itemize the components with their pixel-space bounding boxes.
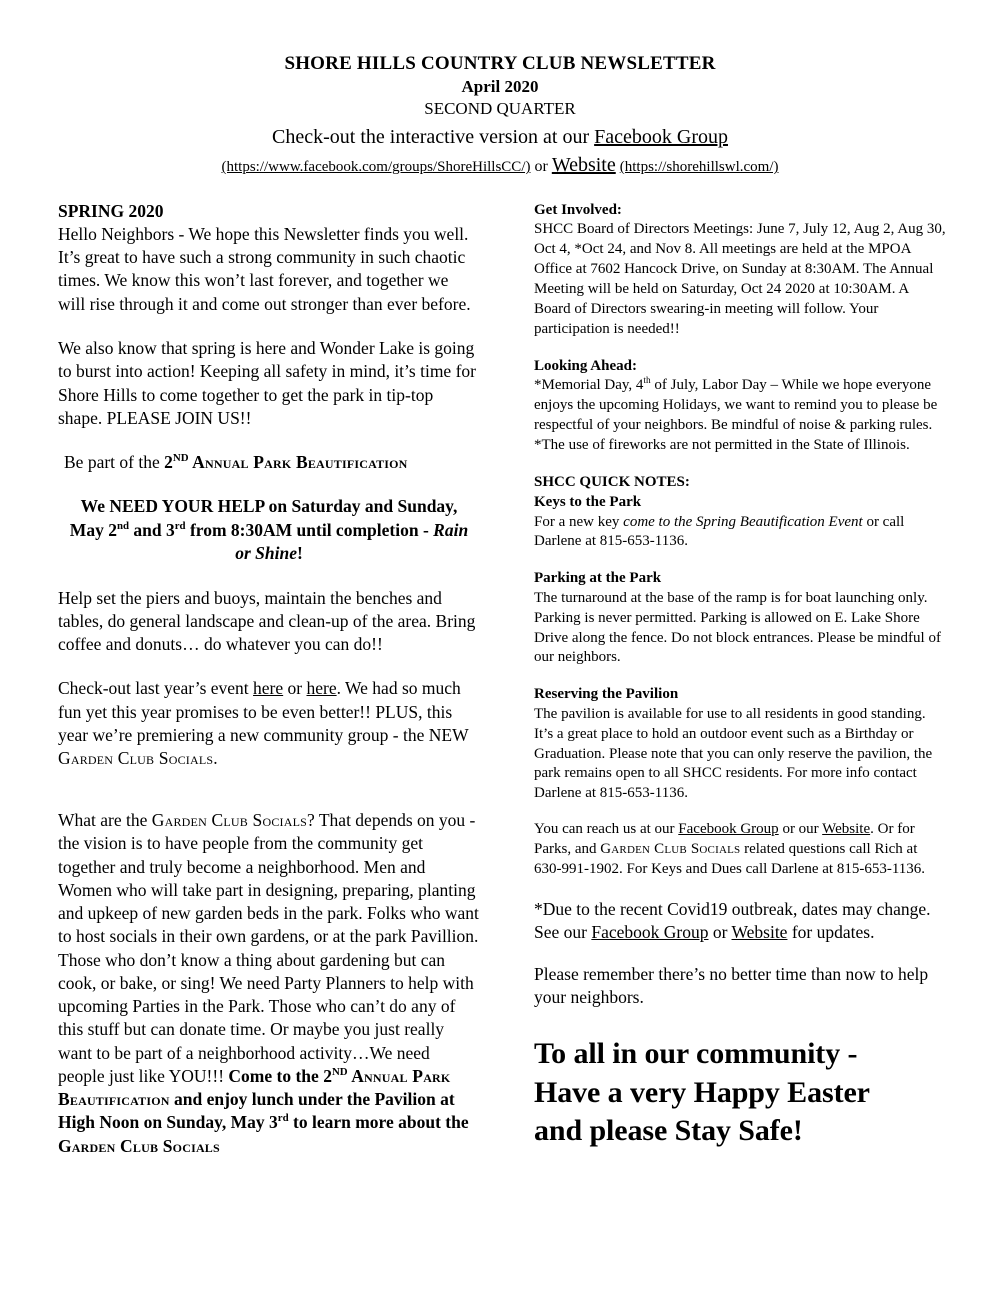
garden-club-socials-mention-1: Garden Club Socials [58,748,214,769]
be-part-ordinal: 2 [164,452,173,473]
spacer [534,552,946,568]
parking-body: The turnaround at the base of the ramp is for boat launching only. Parking is never permitted. Parking is allowed on E. Lake Shore Drive along the fence. Do not block entrances. Please be mindful of our neighbors. [534,589,941,666]
looking-ahead-body [534,376,946,456]
para5-bold-may3-suffix: rd [277,1112,289,1125]
get-involved-body: SHCC Board of Directors Meetings: June 7, July 12, Aug 2, Aug 30, Oct 4, *Oct 24, and Nov 8. All meetings are held at the MPOA Office at 7602 Hancock Drive, on Sunday at 8:30AM. The Annual Meeting will be held on Saturday, Oct 24 2020 at 10:30AM. A Board of Directors swearing-in meeting will follow. Your participation is needed!! [534,221,946,338]
remember-notice [534,963,946,1010]
para4-period: . [213,748,218,769]
callout-rain-or-shine: Rain or Shine [235,519,469,564]
covid-text-c: for updates. [787,922,875,943]
callout-text-b: and 3 [129,519,175,540]
para5-bold-ordinal: 2 [323,1065,332,1086]
para4-or: or [283,678,307,699]
left-paragraph-5 [58,809,480,1158]
para5-bold-text-b: and enjoy lunch under the Pavilion at High Noon on Sunday, May 3 [58,1089,455,1133]
pavilion-section [534,705,946,805]
left-paragraph-2 [58,337,480,430]
facebook-group-link-covid[interactable]: Facebook Group [591,922,709,943]
callout-exclamation: ! [296,543,303,564]
contact-section [534,820,946,880]
para5-text-a: What are the [58,809,152,830]
facebook-group-link-contact[interactable]: Facebook Group [678,821,779,838]
looking-ahead-section [534,376,946,456]
looking-ahead-heading: Looking Ahead: [534,358,637,375]
spacer [534,804,946,820]
help-needed-callout [58,495,480,565]
left-paragraph-4-text [58,677,480,770]
spacer [534,456,946,472]
be-part-event-name: Annual Park Beautification [188,452,408,473]
spacer [534,668,946,684]
garden-club-socials-mention-4: Garden Club Socials [600,841,741,858]
spacer [534,945,946,963]
spring-heading: SPRING 2020 [58,201,164,222]
july-fourth-ordinal: th [643,376,651,387]
urls-line [58,152,942,178]
para5-bold-come-to: Come to the [228,1065,324,1086]
content-columns [58,200,946,1175]
urls-or-text: or [530,158,552,176]
covid-notice [534,898,946,945]
contact-body [534,820,946,880]
keys-to-park-section [534,513,946,553]
looking-ahead-text-b: of July, Labor Day – While we hope everyone enjoys the upcoming Holidays, we want to remind you to please be respectful of your neighbors. Be mindful of noise & parking rules. *The use of fireworks are not permitted in the State of Illinois. [534,377,938,454]
closing-line-3: and please Stay Safe! [534,1114,803,1148]
park-beautification-mention: Annual Park Beautification [58,1065,451,1110]
spacer [58,566,480,587]
newsletter-title: SHORE HILLS COUNTRY CLUB NEWSLETTER [284,53,716,74]
be-part-ordinal-suffix: ND [172,452,189,465]
spacer [58,430,480,451]
para4-text-a: Check-out last year’s event [58,678,254,699]
para5-text-b: ? That depends on you - the vision is to have people from the community get together and truly become a neighborhood. Men and Women who will take part in designing, preparing, planting and upkeep of new garden beds in the park. Folks who want to host socials in their own gardens, or at the park Pavillion. Those who don’t know a thing about gardening but can cook, or bake, or sing! We need Party Planners to help with upcoming Parties in the Park. Those who can’t do any of this stuff but can donate time. Or maybe you just really want to be part of a neighborhood activity…We need people just like YOU!!! [58,809,479,1086]
left-paragraph-1 [58,223,480,316]
para4-text-c: . We had so much fun yet this year promises to be even better!! PLUS, this year we’re premiering a new community group - the NEW [58,678,469,745]
reach-text-d: related questions call Rich at 630-991-1902. For Keys and Dues call Darlene at 815-653-1136. [534,841,926,878]
be-part-prefix: Be part of the [64,452,165,473]
website-url-link[interactable]: (https://shorehillswl.com/) [619,159,779,176]
parking-section [534,589,946,669]
reach-text-c: . Or for Parks, and [534,821,915,858]
pavilion-heading: Reserving the Pavilion [534,686,679,703]
website-link[interactable]: Website [551,154,616,177]
remember-notice-body: Please remember there’s no better time than now to help your neighbors. [534,963,929,1007]
get-involved-section [534,220,946,340]
covid-text-a: *Due to the recent Covid19 outbreak, dates may change. See our [534,899,931,943]
be-part-line [58,451,480,474]
covid-notice-body [534,898,946,945]
keys-to-park-body [534,513,946,553]
website-link-contact[interactable]: Website [822,821,871,838]
left-column [58,200,480,1175]
left-paragraph-2-text: We also know that spring is here and Wonder Lake is going to burst into action! Keeping all safety in mind, it’s time for Shore Hills to come together to get the park in tip-top shape. PLEASE JOIN US!! [58,337,476,428]
para5-bold-ordinal-suffix: ND [331,1066,348,1079]
left-paragraph-5-text [58,809,480,1158]
keys-to-park-heading: Keys to the Park [534,494,642,511]
left-paragraph-3 [58,587,480,657]
facebook-group-link[interactable]: Facebook Group [594,126,728,149]
spacer [58,656,480,677]
callout-ordinal-nd: nd [116,519,130,532]
facebook-url-link[interactable]: (https://www.facebook.com/groups/ShoreHillsCC/) [221,159,531,176]
newsletter-date: April 2020 [461,77,539,97]
reach-text-a: You can reach us at our [534,821,679,838]
garden-club-socials-mention-3: Garden Club Socials [58,1135,220,1156]
get-involved-heading: Get Involved: [534,202,622,219]
closing-line-2: Have a very Happy Easter [534,1075,870,1109]
here-link-1[interactable]: here [253,678,284,699]
para5-bold-text-c: to learn more about the [288,1112,469,1133]
checkout-text: Check-out the interactive version at our [272,126,595,149]
closing-message [534,1035,946,1150]
interactive-version-line [58,123,942,151]
spacer [58,770,480,791]
closing-line-1: To all in our community - [534,1037,858,1071]
newsletter-quarter: SECOND QUARTER [424,99,576,119]
left-paragraph-4 [58,677,480,770]
left-paragraph-3-text: Help set the piers and buoys, maintain the benches and tables, do general landscape and clean-up of the area. Bring coffee and donuts… do whatever you can do!! [58,587,476,655]
callout-text-a: We NEED YOUR HELP on Saturday and Sunday, May 2 [69,496,458,540]
callout-ordinal-rd: rd [174,519,186,532]
website-link-covid[interactable]: Website [731,922,788,943]
keys-text-a: For a new key [534,513,624,530]
callout-text-c: from 8:30AM until completion - [185,519,434,540]
left-paragraph-1-text: Hello Neighbors - We hope this Newsletter finds you well. It’s great to have such a strong community in such chaotic times. We know this won’t last forever, and together we will rise through it and come out stronger than ever before. [58,223,471,314]
masthead [58,52,942,178]
spacer [58,474,480,495]
spacer [534,880,946,898]
covid-or: or [708,922,732,943]
here-link-2[interactable]: here [306,678,337,699]
pavilion-body: The pavilion is available for use to all residents in good standing. It’s a great place to hold an outdoor event such as a Birthday or Graduation. Please note that you can only reserve the pavilion, the park remains open to all SHCC residents. For more info contact Darlene at 815-653-1136. [534,705,933,802]
keys-italic-event: come to the Spring Beautification Event [623,513,863,530]
reach-text-b: or our [778,821,823,838]
parking-heading: Parking at the Park [534,570,662,587]
spacer [534,340,946,356]
right-column [534,200,946,1150]
keys-text-b: or call Darlene at 815-653-1136. [534,513,905,550]
quick-notes-heading: SHCC QUICK NOTES: [534,474,690,491]
looking-ahead-text-a: *Memorial Day, 4 [534,377,644,394]
garden-club-socials-mention-2: Garden Club Socials [151,809,308,830]
spacer [58,316,480,337]
